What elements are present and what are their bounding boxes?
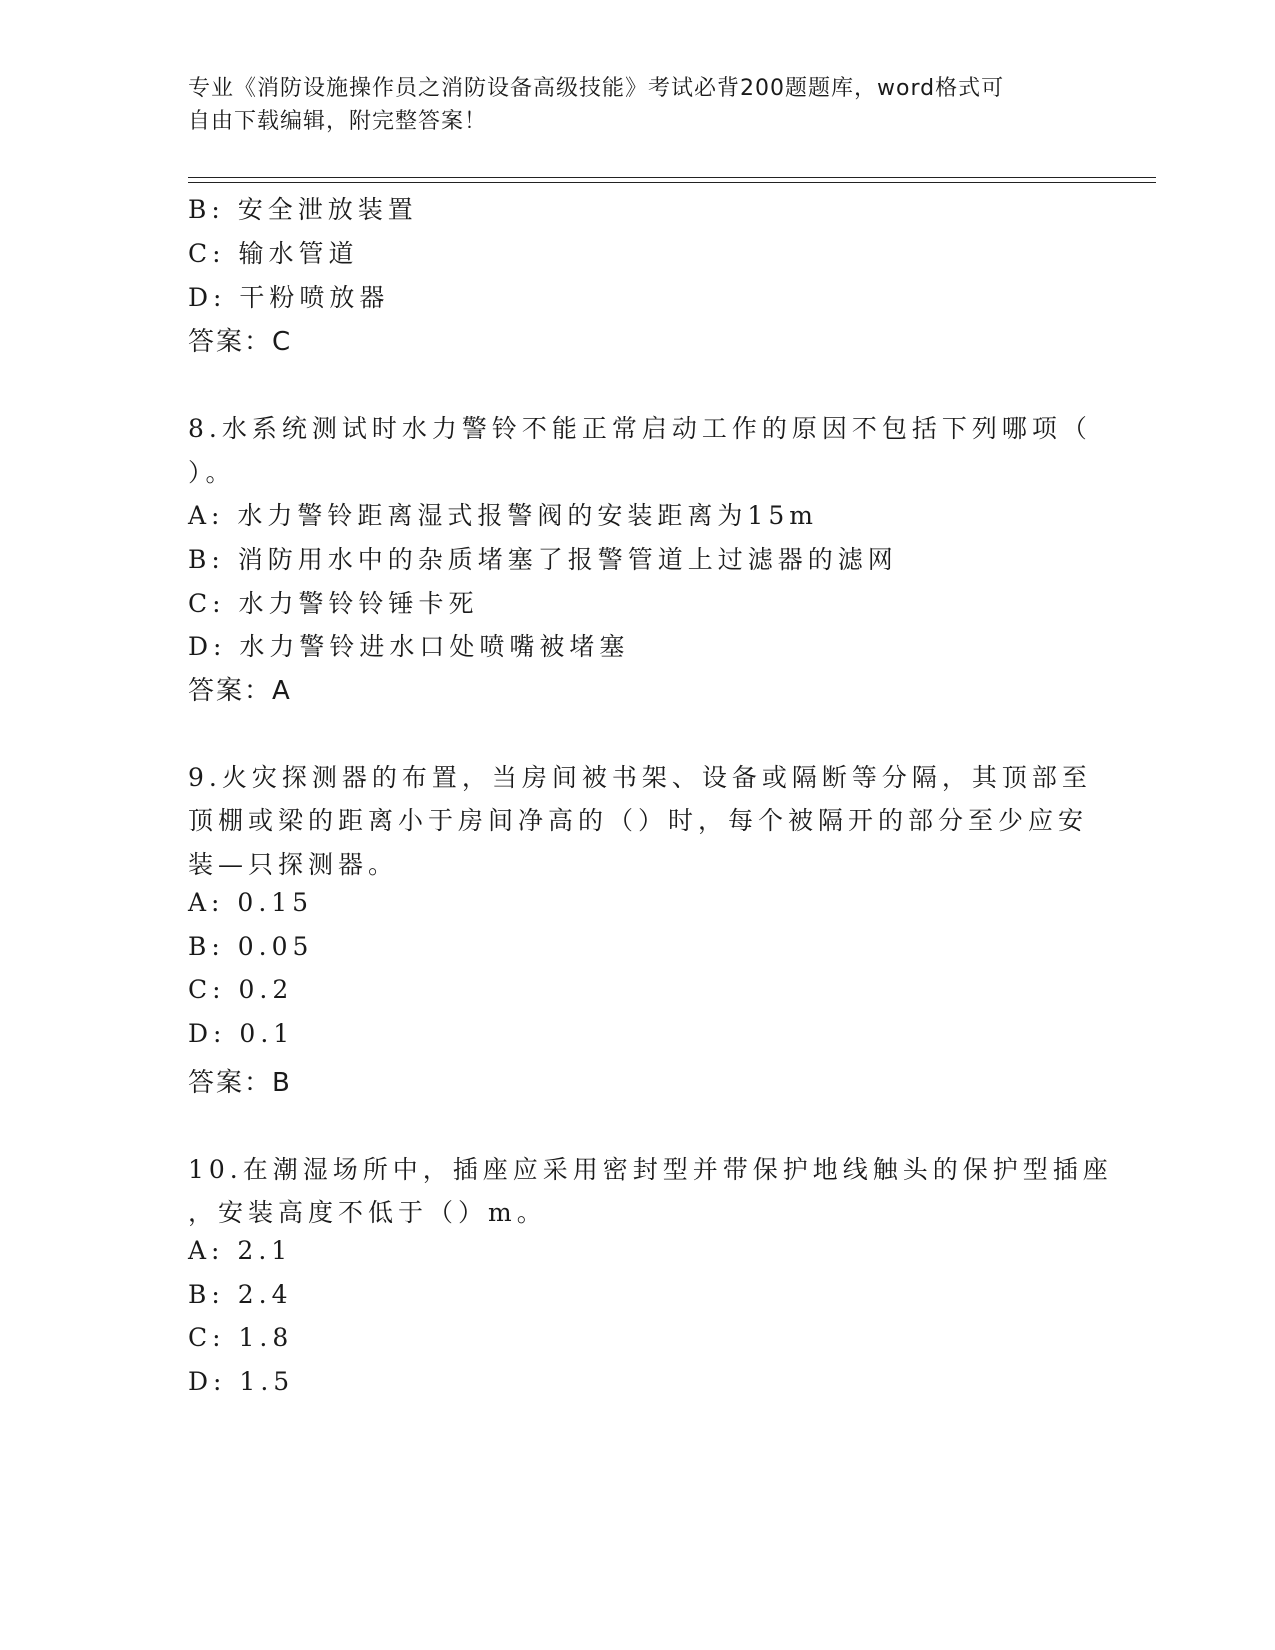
- q9-stem-line-3: 装—只探测器。: [188, 850, 399, 879]
- q9-option-b: B: 0.05: [188, 932, 314, 961]
- q9-option-c: C: 0.2: [188, 975, 294, 1004]
- q8-option-d: D: 水力警铃进水口处喷嘴被堵塞: [188, 632, 630, 661]
- q10-stem-line-1: 10.在潮湿场所中，插座应采用密封型并带保护地线触头的保护型插座: [188, 1155, 1113, 1184]
- q9-option-a: A: 0.15: [188, 888, 314, 917]
- q9-stem-line-2: 顶棚或梁的距离小于房间净高的（）时，每个被隔开的部分至少应安: [188, 806, 1089, 835]
- header-rule-top: [188, 177, 1156, 178]
- q7-option-b: B: 安全泄放装置: [188, 195, 418, 224]
- q8-stem-line-2: ）。: [188, 458, 236, 487]
- q10-option-c: C: 1.8: [188, 1323, 294, 1352]
- q10-option-a: A: 2.1: [188, 1236, 293, 1265]
- q8-stem-line-1: 8.水系统测试时水力警铃不能正常启动工作的原因不包括下列哪项（: [188, 414, 1092, 443]
- q8-option-c: C: 水力警铃铃锤卡死: [188, 589, 479, 618]
- q9-answer: 答案：B: [188, 1068, 292, 1098]
- q7-option-d: D: 干粉喷放器: [188, 283, 390, 312]
- q10-stem-line-2: ，安装高度不低于（）m。: [188, 1198, 547, 1227]
- q9-stem-line-1: 9.火灾探测器的布置，当房间被书架、设备或隔断等分隔，其顶部至: [188, 763, 1092, 792]
- q10-option-b: B: 2.4: [188, 1280, 293, 1309]
- q7-answer: 答案：C: [188, 327, 293, 357]
- q7-option-c: C: 输水管道: [188, 239, 359, 268]
- q10-option-d: D: 1.5: [188, 1367, 295, 1396]
- q8-option-a: A: 水力警铃距离湿式报警阀的安装距离为15m: [188, 501, 818, 530]
- q8-option-b: B: 消防用水中的杂质堵塞了报警管道上过滤器的滤网: [188, 545, 898, 574]
- header-rule-bottom: [188, 182, 1156, 183]
- q8-answer: 答案：A: [188, 676, 292, 706]
- header-line-1: 专业《消防设施操作员之消防设备高级技能》考试必背200题题库，word格式可: [188, 76, 1005, 101]
- page-header: [188, 72, 1068, 138]
- q9-option-d: D: 0.1: [188, 1019, 295, 1048]
- header-line-2: 自由下载编辑，附完整答案！: [188, 109, 488, 134]
